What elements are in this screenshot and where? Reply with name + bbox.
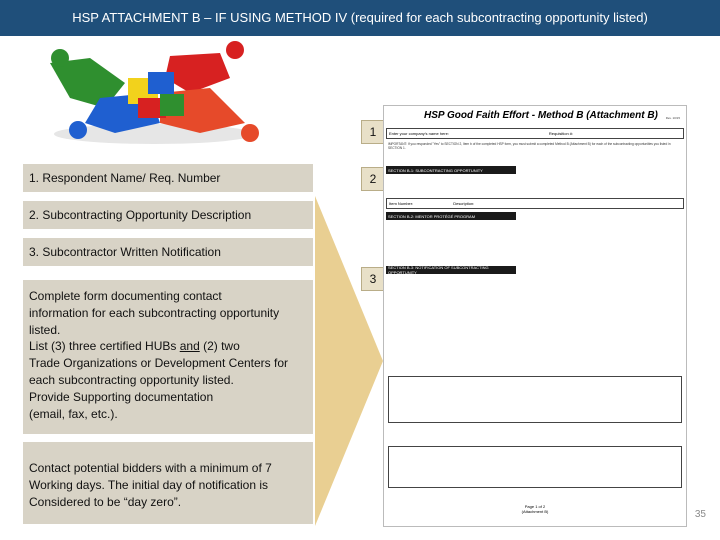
puzzle-people-icon bbox=[30, 38, 278, 148]
contact-line: Contact potential bidders with a minimum of 7 bbox=[29, 461, 272, 475]
item-respondent-label: 1. Respondent Name/ Req. Number bbox=[29, 171, 221, 185]
item-notification-label: 3. Subcontractor Written Notification bbox=[29, 245, 221, 259]
company-name-row bbox=[386, 128, 684, 139]
contact-line: Working days. The initial day of notification is bbox=[29, 477, 269, 492]
requisition-label: Requisition #: bbox=[548, 131, 574, 136]
instruction-line: Complete form documenting contact bbox=[29, 289, 222, 303]
form-title: HSP Good Faith Effort - Method B (Attachment B) bbox=[424, 110, 658, 121]
instruction-line: each subcontracting opportunity listed. bbox=[29, 372, 234, 387]
instruction-line: (email, fax, etc.). bbox=[29, 406, 118, 421]
right-arrow-icon bbox=[315, 196, 383, 526]
callout-badge-3: 3 bbox=[361, 267, 385, 291]
description-label: Description: bbox=[453, 201, 475, 206]
instructions-box bbox=[23, 280, 313, 434]
section-b2-header: SECTION B-2: MENTOR PROTÉGÉ PROGRAM bbox=[386, 212, 516, 220]
item-subcontracting-description bbox=[23, 201, 313, 229]
instruction-line: information for each subcontracting opportunity bbox=[29, 305, 280, 320]
instruction-line: listed. bbox=[29, 322, 61, 337]
hub-table bbox=[388, 376, 682, 423]
contact-bidders-box bbox=[23, 442, 313, 524]
contact-line: Considered to be “day zero”. bbox=[29, 494, 182, 509]
attachment-b-form bbox=[383, 105, 687, 527]
section-b1-header: SECTION B-1: SUBCONTRACTING OPPORTUNITY bbox=[386, 166, 516, 174]
item-number-label: Item Number: bbox=[389, 201, 414, 206]
page-number: 35 bbox=[694, 509, 706, 520]
puzzle-people-image bbox=[30, 38, 278, 148]
callout-badge-2: 2 bbox=[361, 167, 385, 191]
item-description-label: 2. Subcontracting Opportunity Description bbox=[29, 208, 252, 222]
slide-title: HSP ATTACHMENT B – IF USING METHOD IV (required for each subcontracting opportunity listed) bbox=[0, 0, 720, 36]
important-text: IMPORTANT: If you responded "Yes" to SECTION 2, Item b of the completed HSP form, you must submit a completed Method B (Attachment B) for each of the subcontracting opportunities you listed in SECTION 1. bbox=[388, 142, 671, 151]
callout-badge-1: 1 bbox=[361, 120, 385, 144]
item-description-row bbox=[386, 198, 684, 209]
form-revision: Rev. 10/15 bbox=[665, 116, 680, 120]
item-written-notification bbox=[23, 238, 313, 266]
instruction-line: Trade Organizations or Development Centers for bbox=[29, 356, 289, 371]
form-attachment-label: (Attachment B) bbox=[521, 509, 549, 514]
section-b3-header: SECTION B-3: NOTIFICATION OF SUBCONTRACTING OPPORTUNITY bbox=[386, 266, 516, 274]
trade-org-table bbox=[388, 446, 682, 488]
instruction-line: List (3) three certified HUBs and (2) two bbox=[29, 339, 240, 354]
form-footer bbox=[384, 504, 686, 514]
instruction-line: Provide Supporting documentation bbox=[29, 389, 214, 404]
company-name-label: Enter your company's name here: bbox=[389, 131, 449, 136]
item-respondent-name bbox=[23, 164, 313, 192]
form-page-label: Page 1 of 2 bbox=[524, 504, 546, 509]
